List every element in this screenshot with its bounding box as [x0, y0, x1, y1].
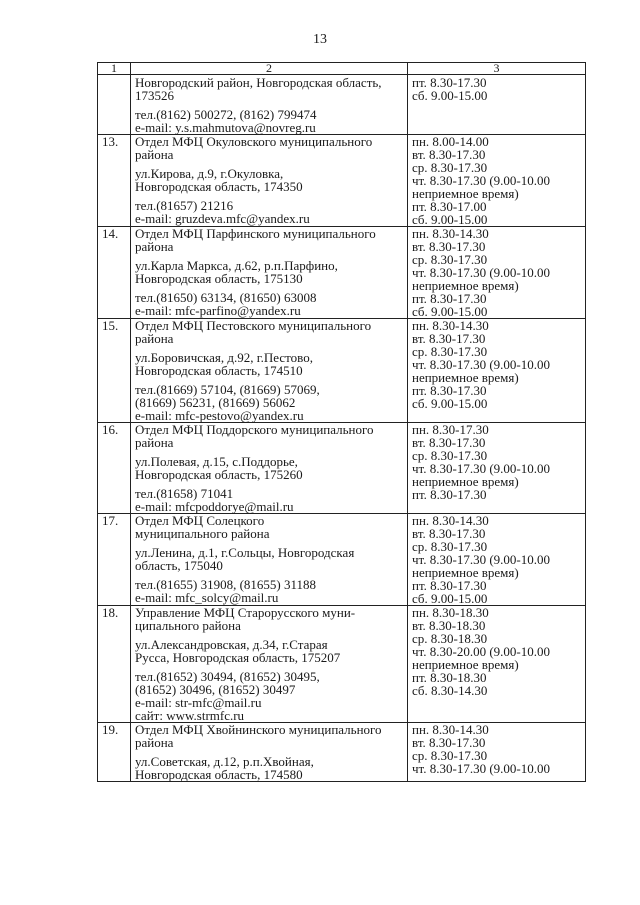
office-details-line: тел.(81669) 57104, (81669) 57069, [135, 382, 320, 397]
office-details-line: ул.Ленина, д.1, г.Сольцы, Новгородская [135, 545, 355, 560]
office-details-paragraph [135, 546, 403, 572]
page-number: 13 [313, 32, 327, 47]
column-header-number: 1 [98, 63, 131, 75]
working-hours-line: вт. 8.30-17.30 [412, 735, 486, 750]
working-hours-line: чт. 8.30-17.30 (9.00-10.00 [412, 357, 550, 372]
office-details [131, 514, 408, 606]
office-details-paragraph [135, 351, 403, 377]
table-row [98, 227, 586, 319]
office-details-line: Новгородская область, 175130 [135, 271, 303, 286]
working-hours-line: ср. 8.30-17.30 [412, 448, 488, 463]
office-details-line: тел.(81657) 21216 [135, 198, 234, 213]
office-details-paragraph [135, 423, 403, 449]
working-hours-line: неприемное время) [412, 565, 519, 580]
office-details-paragraph [135, 755, 403, 781]
working-hours-line: вт. 8.30-17.30 [412, 239, 486, 254]
office-details-line: Отдел МФЦ Окуловского муниципального [135, 134, 373, 149]
office-details-line: e-mail: y.s.mahmutova@novreg.ru [135, 120, 316, 135]
office-details-line: e-mail: mfc_solcy@mail.ru [135, 590, 279, 605]
working-hours-line: ср. 8.30-17.30 [412, 748, 488, 763]
office-details-line: тел.(81652) 30494, (81652) 30495, [135, 669, 320, 684]
working-hours-line: чт. 8.30-17.30 (9.00-10.00 [412, 461, 550, 476]
working-hours [408, 135, 586, 227]
working-hours-line: вт. 8.30-17.30 [412, 435, 486, 450]
working-hours-line: чт. 8.30-17.30 (9.00-10.00 [412, 552, 550, 567]
office-details [131, 135, 408, 227]
office-details-paragraph [135, 723, 403, 749]
office-details-line: (81652) 30496, (81652) 30497 [135, 682, 296, 697]
office-details-line: ул.Полевая, д.15, с.Поддорье, [135, 454, 298, 469]
office-details-line: 173526 [135, 88, 174, 103]
working-hours [408, 319, 586, 423]
office-details-line: района [135, 331, 174, 346]
table-row [98, 514, 586, 606]
office-details [131, 723, 408, 782]
table-row [98, 319, 586, 423]
working-hours-line: ср. 8.30-17.30 [412, 539, 488, 554]
office-details-paragraph [135, 319, 403, 345]
working-hours-line: вт. 8.30-18.30 [412, 618, 486, 633]
working-hours-line: сб. 9.00-15.00 [412, 304, 488, 319]
office-details-paragraph [135, 638, 403, 664]
office-details-line: района [135, 735, 174, 750]
office-details-line: (81669) 56231, (81669) 56062 [135, 395, 296, 410]
working-hours [408, 514, 586, 606]
working-hours-line: чт. 8.30-20.00 (9.00-10.00 [412, 644, 550, 659]
office-details-line: ул.Александровская, д.34, г.Старая [135, 637, 328, 652]
working-hours-line: пн. 8.30-14.30 [412, 513, 489, 528]
working-hours-line: ср. 8.30-18.30 [412, 631, 488, 646]
office-details-line: района [135, 435, 174, 450]
working-hours-line: вт. 8.30-17.30 [412, 147, 486, 162]
working-hours-line: ср. 8.30-17.30 [412, 252, 488, 267]
office-details-line: область, 175040 [135, 558, 223, 573]
office-details-line: e-mail: mfc-pestovo@yandex.ru [135, 408, 304, 423]
working-hours-line: пт. 8.30-17.30 [412, 383, 487, 398]
office-details-paragraph [135, 606, 403, 632]
office-details-line: Отдел МФЦ Парфинского муниципального [135, 226, 376, 241]
table-row [98, 606, 586, 723]
office-details-line: района [135, 147, 174, 162]
table-row [98, 75, 586, 135]
working-hours-line: ср. 8.30-17.30 [412, 344, 488, 359]
office-details-line: Русса, Новгородская область, 175207 [135, 650, 341, 665]
office-details-paragraph [135, 487, 403, 513]
office-details-line: e-mail: str-mfc@mail.ru [135, 695, 262, 710]
working-hours-line: неприемное время) [412, 657, 519, 672]
row-number: 17. [98, 514, 131, 606]
row-number: 16. [98, 423, 131, 514]
office-details-line: Новгородский район, Новгородская область, [135, 75, 382, 90]
row-number: 19. [98, 723, 131, 782]
working-hours-line: пт. 8.30-17.30 [412, 291, 487, 306]
office-details-line: тел.(8162) 500272, (8162) 799474 [135, 107, 317, 122]
working-hours-line: пн. 8.00-14.00 [412, 134, 489, 149]
office-details-line: Отдел МФЦ Хвойнинского муниципального [135, 722, 382, 737]
working-hours-line: пн. 8.30-14.30 [412, 226, 489, 241]
office-details-line: e-mail: mfcpoddorye@mail.ru [135, 499, 294, 514]
working-hours-line: пт. 8.30-17.30 [412, 75, 487, 90]
office-details-line: тел.(81658) 71041 [135, 486, 234, 501]
working-hours-line: сб. 9.00-15.00 [412, 88, 488, 103]
office-details-paragraph [135, 670, 403, 722]
working-hours [408, 723, 586, 782]
row-number: 14. [98, 227, 131, 319]
office-details-line: ул.Советская, д.12, р.п.Хвойная, [135, 754, 314, 769]
table-row [98, 135, 586, 227]
office-details-line: Новгородская область, 174510 [135, 363, 303, 378]
office-details-paragraph [135, 259, 403, 285]
row-number: 15. [98, 319, 131, 423]
office-details-line: ул.Карла Маркса, д.62, р.п.Парфино, [135, 258, 338, 273]
office-details-line: Отдел МФЦ Солецкого [135, 513, 265, 528]
office-details-line: ципального района [135, 618, 241, 633]
table-header-row [98, 63, 586, 75]
office-details [131, 75, 408, 135]
column-header-hours: 3 [408, 63, 586, 75]
office-details-line: Управление МФЦ Старорусского муни- [135, 605, 356, 620]
working-hours-line: неприемное время) [412, 278, 519, 293]
working-hours-line: неприемное время) [412, 474, 519, 489]
working-hours-line: пт. 8.30-17.30 [412, 578, 487, 593]
working-hours-line: пн. 8.30-14.30 [412, 722, 489, 737]
row-number: 13. [98, 135, 131, 227]
working-hours-line: чт. 8.30-17.30 (9.00-10.00 [412, 761, 550, 776]
office-details-line: ул.Кирова, д.9, г.Окуловка, [135, 166, 284, 181]
working-hours-line: вт. 8.30-17.30 [412, 526, 486, 541]
office-details-paragraph [135, 291, 403, 317]
office-details-line: муниципального района [135, 526, 270, 541]
office-details-paragraph [135, 76, 403, 102]
office-details-paragraph [135, 167, 403, 193]
table-row [98, 723, 586, 782]
office-details-line: e-mail: mfc-parfino@yandex.ru [135, 303, 301, 318]
office-details [131, 319, 408, 423]
working-hours-line: пн. 8.30-14.30 [412, 318, 489, 333]
office-details-line: тел.(81650) 63134, (81650) 63008 [135, 290, 317, 305]
row-number: 18. [98, 606, 131, 723]
column-header-address: 2 [131, 63, 408, 75]
office-details-line: Отдел МФЦ Пестовского муниципального [135, 318, 372, 333]
working-hours-line: сб. 9.00-15.00 [412, 591, 488, 606]
office-details [131, 606, 408, 723]
office-details-paragraph [135, 578, 403, 604]
working-hours-line: пн. 8.30-18.30 [412, 605, 489, 620]
working-hours-line: пт. 8.30-18.30 [412, 670, 487, 685]
office-details-paragraph [135, 199, 403, 225]
mfc-offices-table [97, 62, 586, 782]
office-details [131, 423, 408, 514]
working-hours-line: чт. 8.30-17.30 (9.00-10.00 [412, 265, 550, 280]
working-hours-line: сб. 9.00-15.00 [412, 396, 488, 411]
working-hours [408, 227, 586, 319]
table-row [98, 423, 586, 514]
office-details-paragraph [135, 135, 403, 161]
office-details-paragraph [135, 514, 403, 540]
row-number [98, 75, 131, 135]
office-details-line: сайт: www.strmfc.ru [135, 708, 245, 723]
working-hours [408, 423, 586, 514]
office-details-line: Отдел МФЦ Поддорского муниципального [135, 422, 374, 437]
working-hours-line: пт. 8.30-17.00 [412, 199, 487, 214]
office-details-paragraph [135, 455, 403, 481]
office-details-line: Новгородская область, 174580 [135, 767, 303, 782]
office-details-paragraph [135, 108, 403, 134]
office-details-line: ул.Боровичская, д.92, г.Пестово, [135, 350, 313, 365]
working-hours-line: вт. 8.30-17.30 [412, 331, 486, 346]
office-details-paragraph [135, 227, 403, 253]
working-hours-line: сб. 9.00-15.00 [412, 212, 488, 227]
office-details-line: тел.(81655) 31908, (81655) 31188 [135, 577, 317, 592]
office-details-line: Новгородская область, 174350 [135, 179, 303, 194]
working-hours [408, 606, 586, 723]
office-details-line: района [135, 239, 174, 254]
working-hours-line: неприемное время) [412, 370, 519, 385]
working-hours-line: ср. 8.30-17.30 [412, 160, 488, 175]
office-details-line: e-mail: gruzdeva.mfc@yandex.ru [135, 211, 310, 226]
working-hours [408, 75, 586, 135]
working-hours-line: сб. 8.30-14.30 [412, 683, 488, 698]
working-hours-line: неприемное время) [412, 186, 519, 201]
office-details-line: Новгородская область, 175260 [135, 467, 303, 482]
working-hours-line: чт. 8.30-17.30 (9.00-10.00 [412, 173, 550, 188]
working-hours-line: пн. 8.30-17.30 [412, 422, 489, 437]
working-hours-line: пт. 8.30-17.30 [412, 487, 487, 502]
office-details-paragraph [135, 383, 403, 422]
office-details [131, 227, 408, 319]
